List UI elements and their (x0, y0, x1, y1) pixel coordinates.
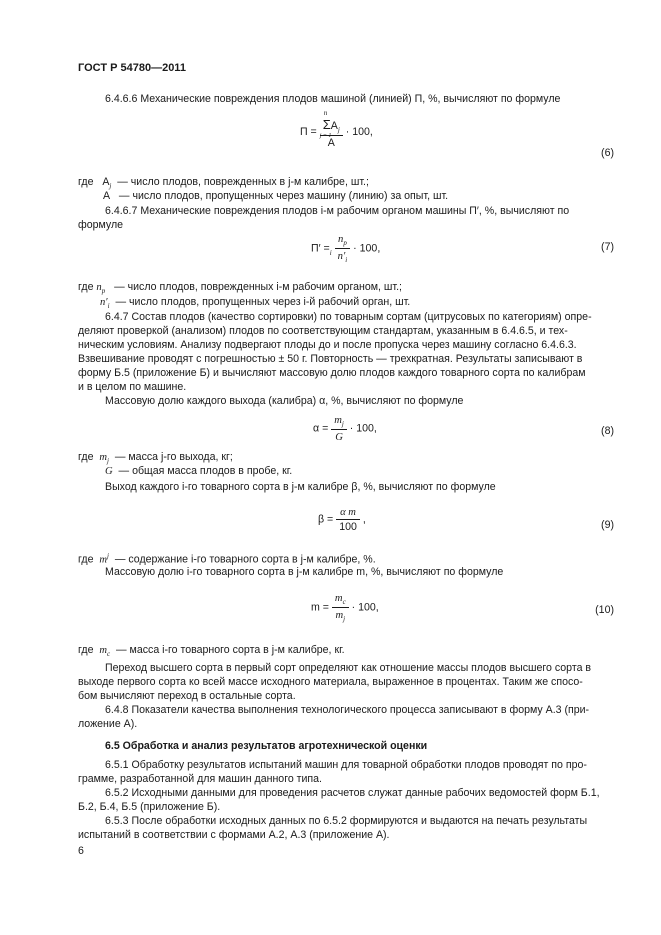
paragraph-648-line2: ложение А). (78, 718, 138, 730)
paragraph-647-line6: и в целом по машине. (78, 381, 187, 393)
equation-8: α = $\frac{m_j}{G}$ · 100, (313, 415, 377, 444)
paragraph-648-line1: 6.4.8 Показатели качества выполнения технологического процесса записывают в форму А.3 (при- (105, 704, 590, 716)
paragraph-6466: 6.4.6.6 Механические повреждения плодов машиной (линией) П, %, вычисляют по формуле (105, 93, 561, 105)
equation-8-number: (8) (601, 425, 614, 437)
where6-line1: где $A_j$ — число плодов, поврежденных в j-м калибре, шт.; (78, 176, 369, 191)
paragraph-647-line1: 6.4.7 Состав плодов (качество сортировки) по товарным сортам (цитрусовых по категориям) опре- (105, 311, 592, 323)
paragraph-652-line1: 6.5.2 Исходными данными для проведения расчетов служат данные рабочих ведомостей форм Б.1, (105, 787, 600, 799)
eq6-tail: · 100, (345, 125, 373, 138)
paragraph-653-line1: 6.5.3 После обработки исходных данных по 6.5.2 формируются и выдаются на печать результаты (105, 815, 588, 827)
where10-line: где $m_c$ — масса i-го товарного сорта в j-м калибре, кг. (78, 644, 345, 659)
section-heading-6-5: 6.5 Обработка и анализ результатов агротехнической оценки (105, 740, 428, 752)
page-header: ГОСТ Р 54780—2011 (78, 62, 186, 74)
paragraph-653-line2: испытаний в соответствии с формами А.2, А.3 (приложение А). (78, 829, 390, 841)
where7-line1: где $n_p$ — число плодов, поврежденных i-м рабочим органом, шт.; (78, 281, 402, 296)
paragraph-647-line5: форму Б.5 (приложение Б) и вычисляют массовую долю плодов каждого товарного сорта по калибрам (78, 367, 586, 379)
equation-10: m = $\frac{m_c}{m_j}$ · 100, (311, 593, 379, 624)
where6-line2: A — число плодов, пропущенных через машину (линию) за опыт, шт. (103, 190, 449, 202)
paragraph-647-line4: Взвешивание проводят с погрешностью ± 50 г. Повторность — трехкратная. Результаты записывают в (78, 353, 583, 365)
paragraph-mass: Массовую долю каждого выхода (калибра) α, %, вычисляют по формуле (105, 395, 464, 407)
where8-line2: G — общая масса плодов в пробе, кг. (105, 465, 293, 477)
equation-7: $П' =_i$ $\frac{n_p}{n'_i}$ · 100, (311, 234, 381, 265)
where8-line1: где $m_j$ — масса j-го выхода, кг; (78, 451, 233, 466)
paragraph-transfer-line2: выходе первого сорта ко всей массе исходного материала, выраженное в процентах. Таким же спосо- (78, 676, 583, 688)
paragraph-647-line3: ническим условиям. Анализу подвергают плоды до и после пропуска через машину согласно 6.4.6.3. (78, 339, 577, 351)
paragraph-transfer-line3: бом вычисляют переход в остальные сорта. (78, 690, 296, 702)
paragraph-share: Массовую долю i-го товарного сорта в j-м калибре m, %, вычисляют по формуле (105, 566, 504, 578)
equation-9: β = $\frac{\text{α m}}{100}$ , (318, 507, 366, 533)
paragraph-651-line1: 6.5.1 Обработку результатов испытаний машин для товарной обработки плодов проводят по про- (105, 759, 587, 771)
equation-6-number: (6) (601, 147, 614, 159)
paragraph-transfer-line1: Переход высшего сорта в первый сорт определяют как отношение массы плодов высшего сорта в (105, 662, 592, 674)
equation-9-number: (9) (601, 519, 614, 531)
where9-line: где $m^j$ — содержание i-го товарного сорта в j-м калибре, %. (78, 552, 376, 566)
paragraph-647-line2: деляют проверкой (анализом) плодов по соответствующим стандартам, указанным в 6.4.6.5, и тех- (78, 325, 568, 337)
equation-10-number: (10) (595, 604, 614, 616)
paragraph-651-line2: грамме, разработанной для машин данного типа. (78, 773, 323, 785)
paragraph-6467-a: 6.4.6.7 Механические повреждения плодов i-м рабочим органом машины П′, %, вычисляют по (105, 205, 570, 217)
eq6-lhs: П = (300, 125, 317, 138)
eq6-fraction: n $\Sigma A_j$ j = 1 A (320, 115, 343, 149)
page-number: 6 (78, 845, 84, 857)
paragraph-652-line2: Б.2, Б.4, Б.5 (приложение Б). (78, 801, 221, 813)
equation-7-number: (7) (601, 241, 614, 253)
paragraph-6467-b: формуле (78, 219, 124, 231)
where7-line2: $n'_i$ — число плодов, пропущенных через i-й рабочий орган, шт. (100, 296, 411, 311)
equation-6 (300, 109, 373, 150)
paragraph-yield: Выход каждого i-го товарного сорта в j-м калибре β, %, вычисляют по формуле (105, 481, 496, 493)
